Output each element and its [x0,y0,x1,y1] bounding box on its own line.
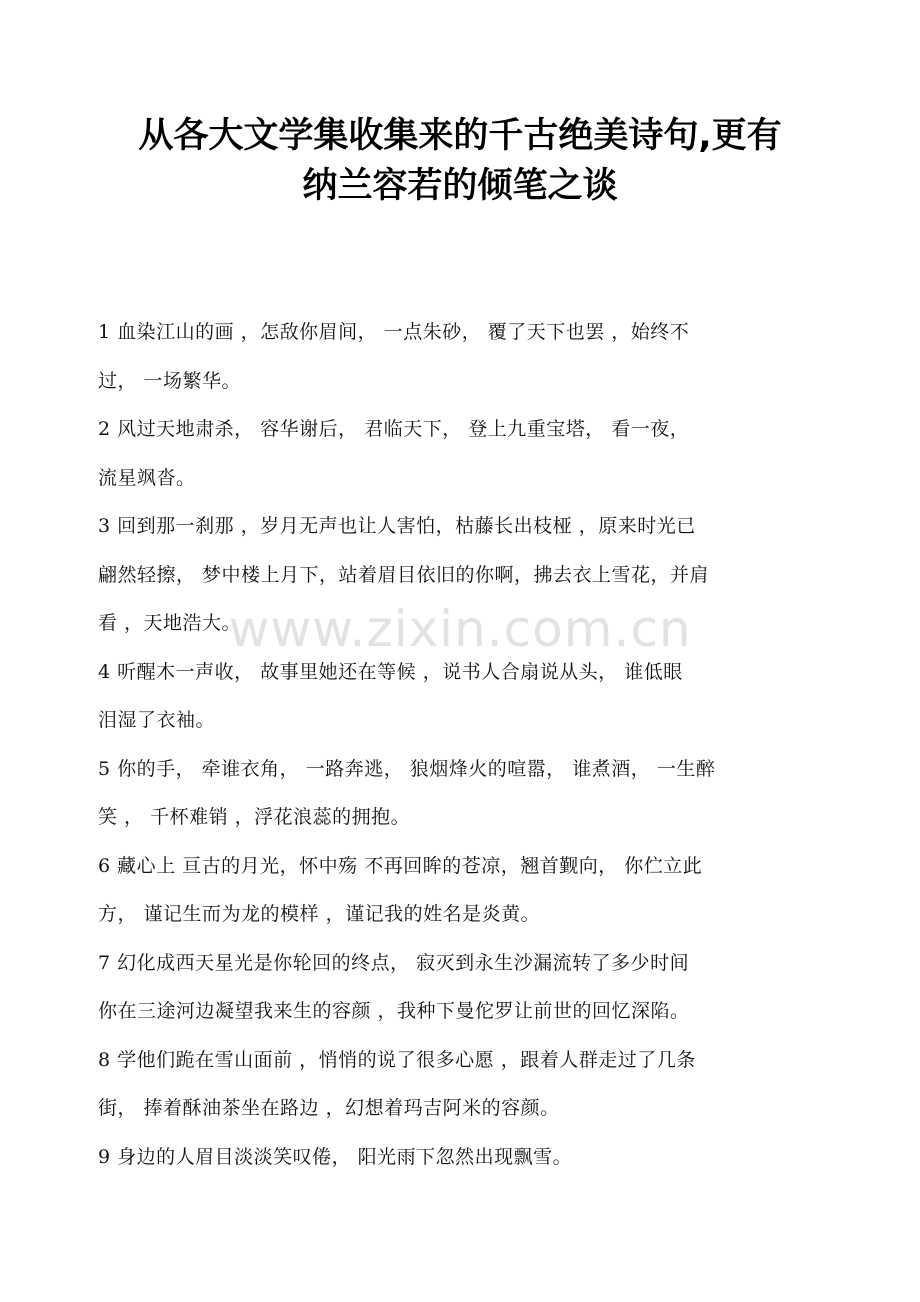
text-line: 方， 谨记生而为龙的模样 ，谨记我的姓名是炎黄。 [98,903,541,925]
text-line: 7 幻化成西天星光是你轮回的终点， 寂灭到永生沙漏流转了多少时间 [98,951,690,974]
text-line: 6 藏心上 亘古的月光，怀中殇 不再回眸的苍凉，翘首觐向， 你伫立此 [98,854,703,877]
text-line: 1 血染江山的画 ，怎敌你眉间， 一点朱砂， 覆了天下也罢 ，始终不 [98,321,690,343]
text-line: 看 ，天地浩大。 [98,612,242,634]
text-line: 4 听醒木一声收， 故事里她还在等候 ，说书人合扇说从头， 谁低眼 [98,660,683,683]
text-line: 2 风过天地肃杀， 容华谢后， 君临天下， 登上九重宝塔， 看一夜， [98,418,690,440]
text-line: 5 你的手， 牵谁衣角， 一路奔逃， 狼烟烽火的喧嚣， 谁煮酒， 一生醉 [98,757,716,780]
text-line: 笑 ， 千杯难销 ，浮花浪蕊的拥抱。 [98,806,411,828]
text-line: 流星飒沓。 [98,466,196,489]
text-line: 8 学他们跪在雪山面前 ，悄悄的说了很多心愿 ，跟着人群走过了几条 [98,1048,696,1071]
text-line: 你在三途河边凝望我来生的容颜 ，我种下曼佗罗让前世的回忆深陷。 [98,1000,690,1022]
text-line: 9 身边的人眉目淡淡笑叹倦， 阳光雨下忽然出现飘雪。 [98,1145,573,1168]
text-line: 泪湿了衣袖。 [98,709,216,731]
text-line: 过， 一场繁华。 [98,369,242,392]
page-title-line-2: 纳兰容若的倾笔之谈 [302,166,618,206]
page-title-line-1: 从各大文学集收集来的千古绝美诗句,更有 [138,116,782,156]
poem-list [98,308,781,1181]
text-line: 街， 捧着酥油茶坐在路边 ，幻想着玛吉阿米的容颜。 [98,1097,560,1119]
text-line: 翩然轻擦， 梦中楼上月下，站着眉目依旧的你啊，拂去衣上雪花，并肩 [98,563,710,586]
watermark: www.zixin.com.cn [228,600,692,658]
text-line: 3 回到那一刹那 ，岁月无声也让人害怕，枯藤长出枝桠 ，原来时光已 [98,515,696,537]
